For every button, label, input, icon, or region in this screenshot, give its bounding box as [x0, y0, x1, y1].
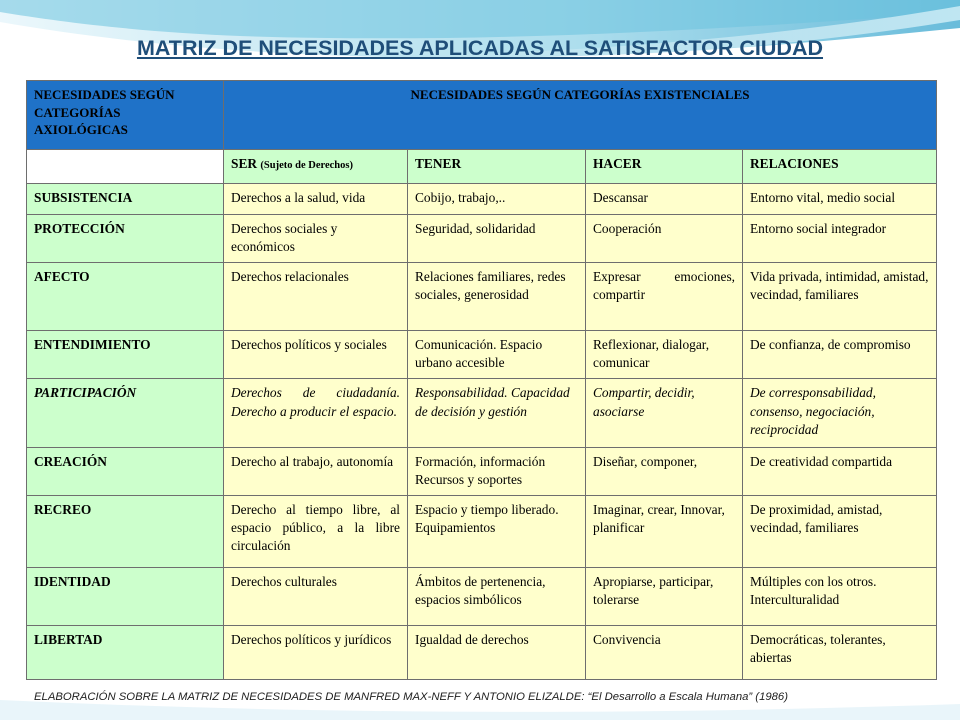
hacer-cell: Compartir, decidir, asociarse [586, 379, 743, 447]
tener-cell: Igualdad de derechos [408, 625, 586, 679]
tener-cell: Cobijo, trabajo,.. [408, 183, 586, 214]
source-footnote [34, 691, 934, 703]
ser-cell: Derechos políticos y sociales [224, 331, 408, 379]
table-row [27, 625, 937, 679]
relaciones-cell: Entorno vital, medio social [743, 183, 937, 214]
table-row [27, 214, 937, 262]
need-label: AFECTO [27, 262, 224, 330]
table-row [27, 183, 937, 214]
ser-cell: Derecho al tiempo libre, al espacio público, a la libre circulación [224, 496, 408, 568]
col-tener: TENER [408, 150, 586, 183]
need-label: SUBSISTENCIA [27, 183, 224, 214]
hacer-cell: Descansar [586, 183, 743, 214]
need-label: IDENTIDAD [27, 568, 224, 625]
hacer-cell: Cooperación [586, 214, 743, 262]
needs-matrix-table [26, 80, 937, 680]
ser-cell: Derechos a la salud, vida [224, 183, 408, 214]
table-row [27, 496, 937, 568]
tener-cell: Espacio y tiempo liberado. Equipamientos [408, 496, 586, 568]
hacer-cell: Convivencia [586, 625, 743, 679]
table-row [27, 568, 937, 625]
tener-cell: Formación, información Recursos y soportes [408, 447, 586, 495]
need-label: ENTENDIMIENTO [27, 331, 224, 379]
relaciones-cell: Democráticas, tolerantes, abiertas [743, 625, 937, 679]
col-relaciones: RELACIONES [743, 150, 937, 183]
need-label: RECREO [27, 496, 224, 568]
tener-cell: Ámbitos de pertenencia, espacios simbólicos [408, 568, 586, 625]
subheader-row [27, 150, 937, 183]
hacer-cell: Diseñar, componer, [586, 447, 743, 495]
ser-cell: Derechos relacionales [224, 262, 408, 330]
blank-corner-cell [27, 150, 224, 183]
hacer-cell: Imaginar, crear, Innovar, planificar [586, 496, 743, 568]
ser-cell: Derechos políticos y jurídicos [224, 625, 408, 679]
tener-cell: Seguridad, solidaridad [408, 214, 586, 262]
footnote-year: (1986) [752, 691, 788, 703]
relaciones-cell: De corresponsabilidad, consenso, negociación, reciprocidad [743, 379, 937, 447]
table-row [27, 447, 937, 495]
table-row [27, 331, 937, 379]
col-ser [224, 150, 408, 183]
existential-header: NECESIDADES SEGÚN CATEGORÍAS EXISTENCIALES [224, 81, 937, 150]
tener-cell: Responsabilidad. Capacidad de decisión y gestión [408, 379, 586, 447]
relaciones-cell: Entorno social integrador [743, 214, 937, 262]
header-row [27, 81, 937, 150]
footnote-quote: “El Desarrollo a Escala Humana” [587, 691, 753, 703]
col-ser-label: SER [231, 156, 258, 172]
relaciones-cell: Vida privada, intimidad, amistad, vecindad, familiares [743, 262, 937, 330]
table-row [27, 379, 937, 447]
need-label: PROTECCIÓN [27, 214, 224, 262]
hacer-cell: Apropiarse, participar, tolerarse [586, 568, 743, 625]
relaciones-cell: Múltiples con los otros. Interculturalidad [743, 568, 937, 625]
relaciones-cell: De creatividad compartida [743, 447, 937, 495]
hacer-cell: Expresar emociones, compartir [586, 262, 743, 330]
tener-cell: Comunicación. Espacio urbano accesible [408, 331, 586, 379]
ser-cell: Derechos de ciudadanía. Derecho a producir el espacio. [224, 379, 408, 447]
need-label: CREACIÓN [27, 447, 224, 495]
page-title: MATRIZ DE NECESIDADES APLICADAS AL SATISFACTOR CIUDAD [136, 36, 824, 60]
need-label: PARTICIPACIÓN [27, 379, 224, 447]
col-ser-note: (Sujeto de Derechos) [260, 160, 353, 172]
hacer-cell: Reflexionar, dialogar, comunicar [586, 331, 743, 379]
ser-cell: Derechos sociales y económicos [224, 214, 408, 262]
ser-cell: Derecho al trabajo, autonomía [224, 447, 408, 495]
table-row [27, 262, 937, 330]
col-hacer: HACER [586, 150, 743, 183]
tener-cell: Relaciones familiares, redes sociales, generosidad [408, 262, 586, 330]
ser-cell: Derechos culturales [224, 568, 408, 625]
relaciones-cell: De proximidad, amistad, vecindad, familiares [743, 496, 937, 568]
need-label: LIBERTAD [27, 625, 224, 679]
footnote-prefix: ELABORACIÓN SOBRE LA MATRIZ DE NECESIDADES DE MANFRED MAX-NEFF Y ANTONIO ELIZALDE: [34, 691, 588, 703]
axiological-header: NECESIDADES SEGÚN CATEGORÍAS AXIOLÓGICAS [27, 81, 224, 150]
relaciones-cell: De confianza, de compromiso [743, 331, 937, 379]
